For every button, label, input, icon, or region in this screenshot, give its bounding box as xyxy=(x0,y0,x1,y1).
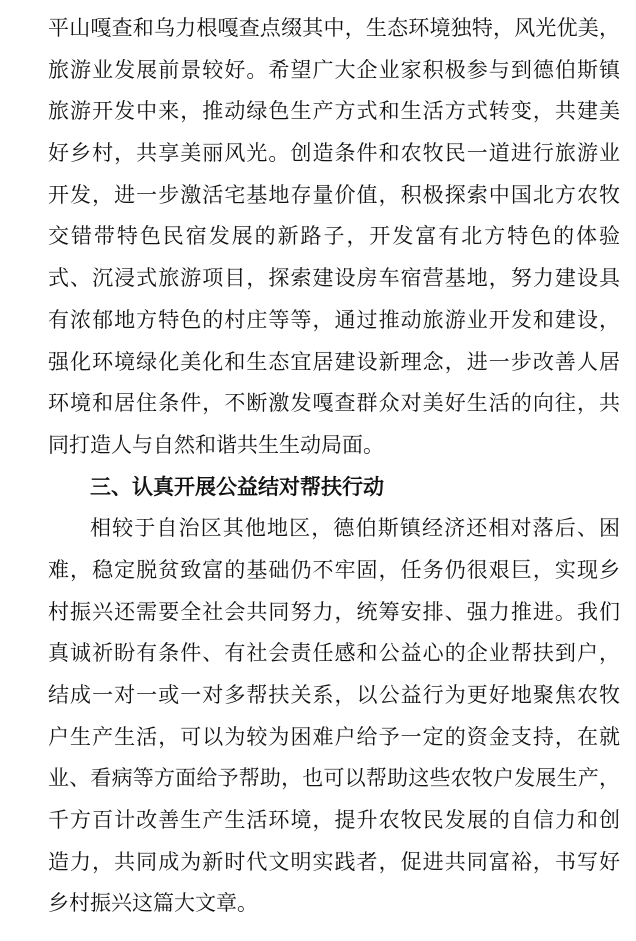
section-heading: 三、认真开展公益结对帮扶行动 xyxy=(90,475,384,499)
paragraph1-line: 式、沉浸式旅游项目，探索建设房车宿营基地，努力建设具 xyxy=(48,267,620,291)
paragraph2-line: 难，稳定脱贫致富的基础仍不牢固，任务仍很艰巨，实现乡 xyxy=(48,558,620,582)
paragraph1-line: 强化环境绿化美化和生态宜居建设新理念，进一步改善人居 xyxy=(48,350,620,374)
paragraph2-line: 结成一对一或一对多帮扶关系，以公益行为更好地聚焦农牧 xyxy=(48,684,620,707)
paragraph1-line: 交错带特色民宿发展的新路子，开发富有北方特色的体验 xyxy=(48,225,620,249)
paragraph2-line: 真诚祈盼有条件、有社会责任感和公益心的企业帮扶到户， xyxy=(48,642,620,666)
paragraph2-line: 相较于自治区其他地区，德伯斯镇经济还相对落后、困 xyxy=(90,517,620,541)
paragraph2-line: 千方百计改善生产生活环境，提升农牧民发展的自信力和创 xyxy=(48,809,620,833)
paragraph2-line: 造力，共同成为新时代文明实践者，促进共同富裕，书写好 xyxy=(48,850,620,874)
paragraph2-line: 村振兴还需要全社会共同努力，统筹安排、强力推进。我们 xyxy=(48,600,620,624)
paragraph1-last-line: 同打造人与自然和谐共生生动局面。 xyxy=(48,433,384,457)
paragraph1-line: 旅游开发中来，推动绿色生产方式和生活方式转变，共建美 xyxy=(48,100,620,124)
paragraph2-line: 户生产生活，可以为较为困难户给予一定的资金支持，在就 xyxy=(48,725,620,749)
paragraph1-line: 开发，进一步激活宅基地存量价值，积极探索中国北方农牧 xyxy=(48,183,620,207)
paragraph1-line: 平山嘎查和乌力根嘎查点缀其中，生态环境独特，风光优美， xyxy=(48,17,620,40)
paragraph2-line: 业、看病等方面给予帮助，也可以帮助这些农牧户发展生产， xyxy=(48,767,620,791)
paragraph1-line: 有浓郁地方特色的村庄等等，通过推动旅游业开发和建设， xyxy=(48,308,620,332)
paragraph1-line: 好乡村，共享美丽风光。创造条件和农牧民一道进行旅游业 xyxy=(48,142,620,166)
paragraph2-last-line: 乡村振兴这篇大文章。 xyxy=(48,892,258,916)
paragraph1-line: 环境和居住条件，不断激发嘎查群众对美好生活的向往，共 xyxy=(48,392,620,416)
paragraph1-line: 旅游业发展前景较好。希望广大企业家积极参与到德伯斯镇 xyxy=(48,58,620,82)
document-body xyxy=(48,8,620,925)
